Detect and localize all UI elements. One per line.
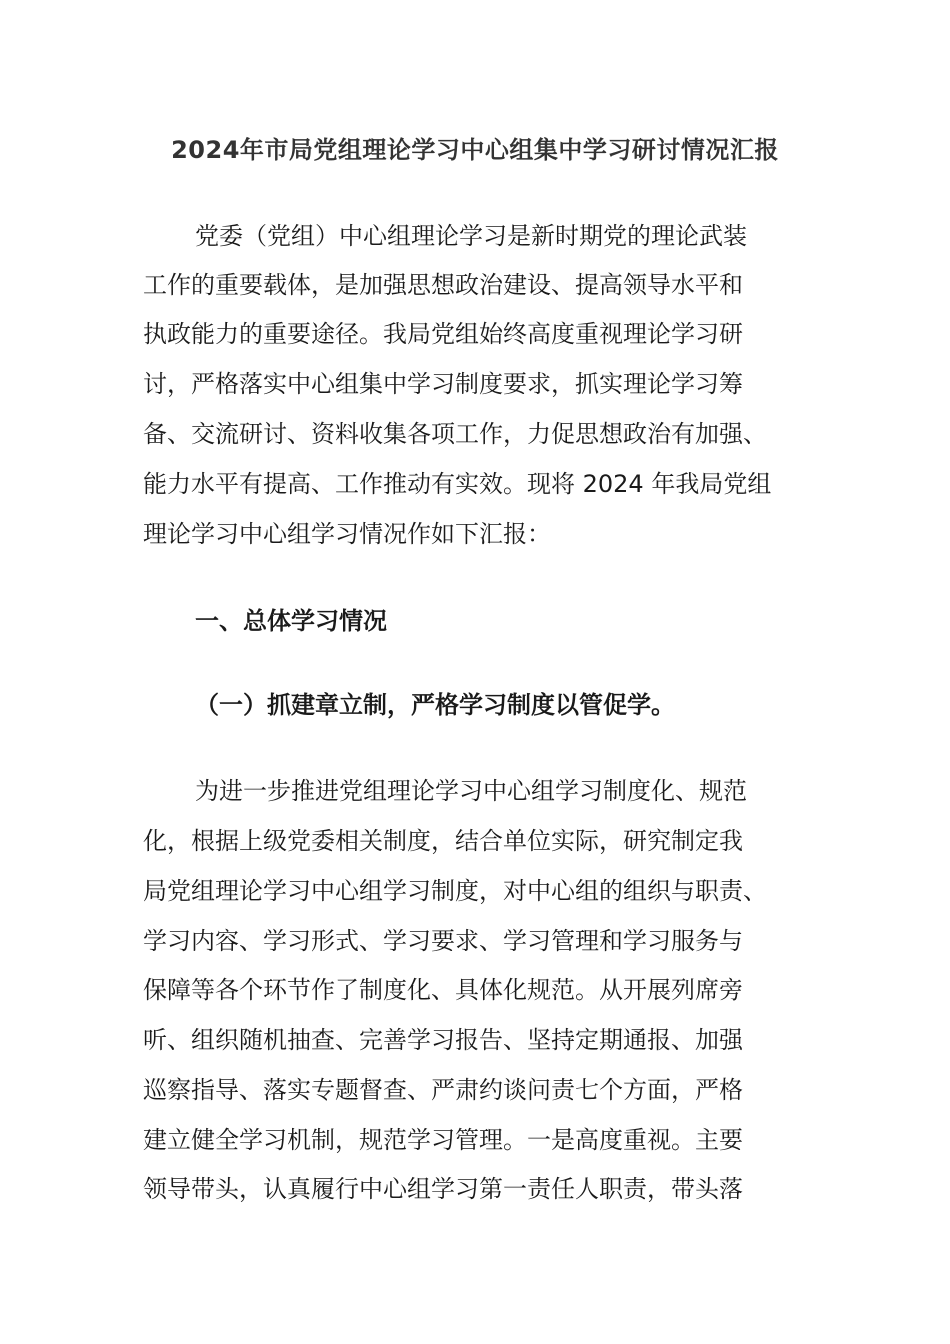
intro-line: 讨，严格落实中心组集中学习制度要求，抓实理论学习筹 <box>143 370 743 398</box>
body-line: 化，根据上级党委相关制度，结合单位实际，研究制定我 <box>143 827 743 855</box>
subsection-heading: （一）抓建章立制，严格学习制度以管促学。 <box>195 691 675 719</box>
body-line: 局党组理论学习中心组学习制度，对中心组的组织与职责、 <box>143 877 767 905</box>
intro-line: 执政能力的重要途径。我局党组始终高度重视理论学习研 <box>143 320 743 348</box>
intro-line: 备、交流研讨、资料收集各项工作，力促思想政治有加强、 <box>143 420 767 448</box>
body-line: 学习内容、学习形式、学习要求、学习管理和学习服务与 <box>143 927 743 955</box>
body-line: 巡察指导、落实专题督查、严肃约谈问责七个方面，严格 <box>143 1076 743 1104</box>
intro-line: 工作的重要载体，是加强思想政治建设、提高领导水平和 <box>143 271 743 299</box>
body-line: 为进一步推进党组理论学习中心组学习制度化、规范 <box>195 777 747 805</box>
intro-line: 理论学习中心组学习情况作如下汇报： <box>143 520 551 548</box>
body-line: 领导带头，认真履行中心组学习第一责任人职责，带头落 <box>143 1175 743 1203</box>
section-heading: 一、总体学习情况 <box>195 607 387 635</box>
body-line: 建立健全学习机制，规范学习管理。一是高度重视。主要 <box>143 1126 743 1154</box>
body-line: 保障等各个环节作了制度化、具体化规范。从开展列席旁 <box>143 976 743 1004</box>
intro-line: 能力水平有提高、工作推动有实效。现将 2024 年我局党组 <box>143 470 772 498</box>
body-line: 听、组织随机抽查、完善学习报告、坚持定期通报、加强 <box>143 1026 743 1054</box>
document-title: 2024年市局党组理论学习中心组集中学习研讨情况汇报 <box>171 136 779 164</box>
intro-line: 党委（党组）中心组理论学习是新时期党的理论武装 <box>195 222 747 250</box>
